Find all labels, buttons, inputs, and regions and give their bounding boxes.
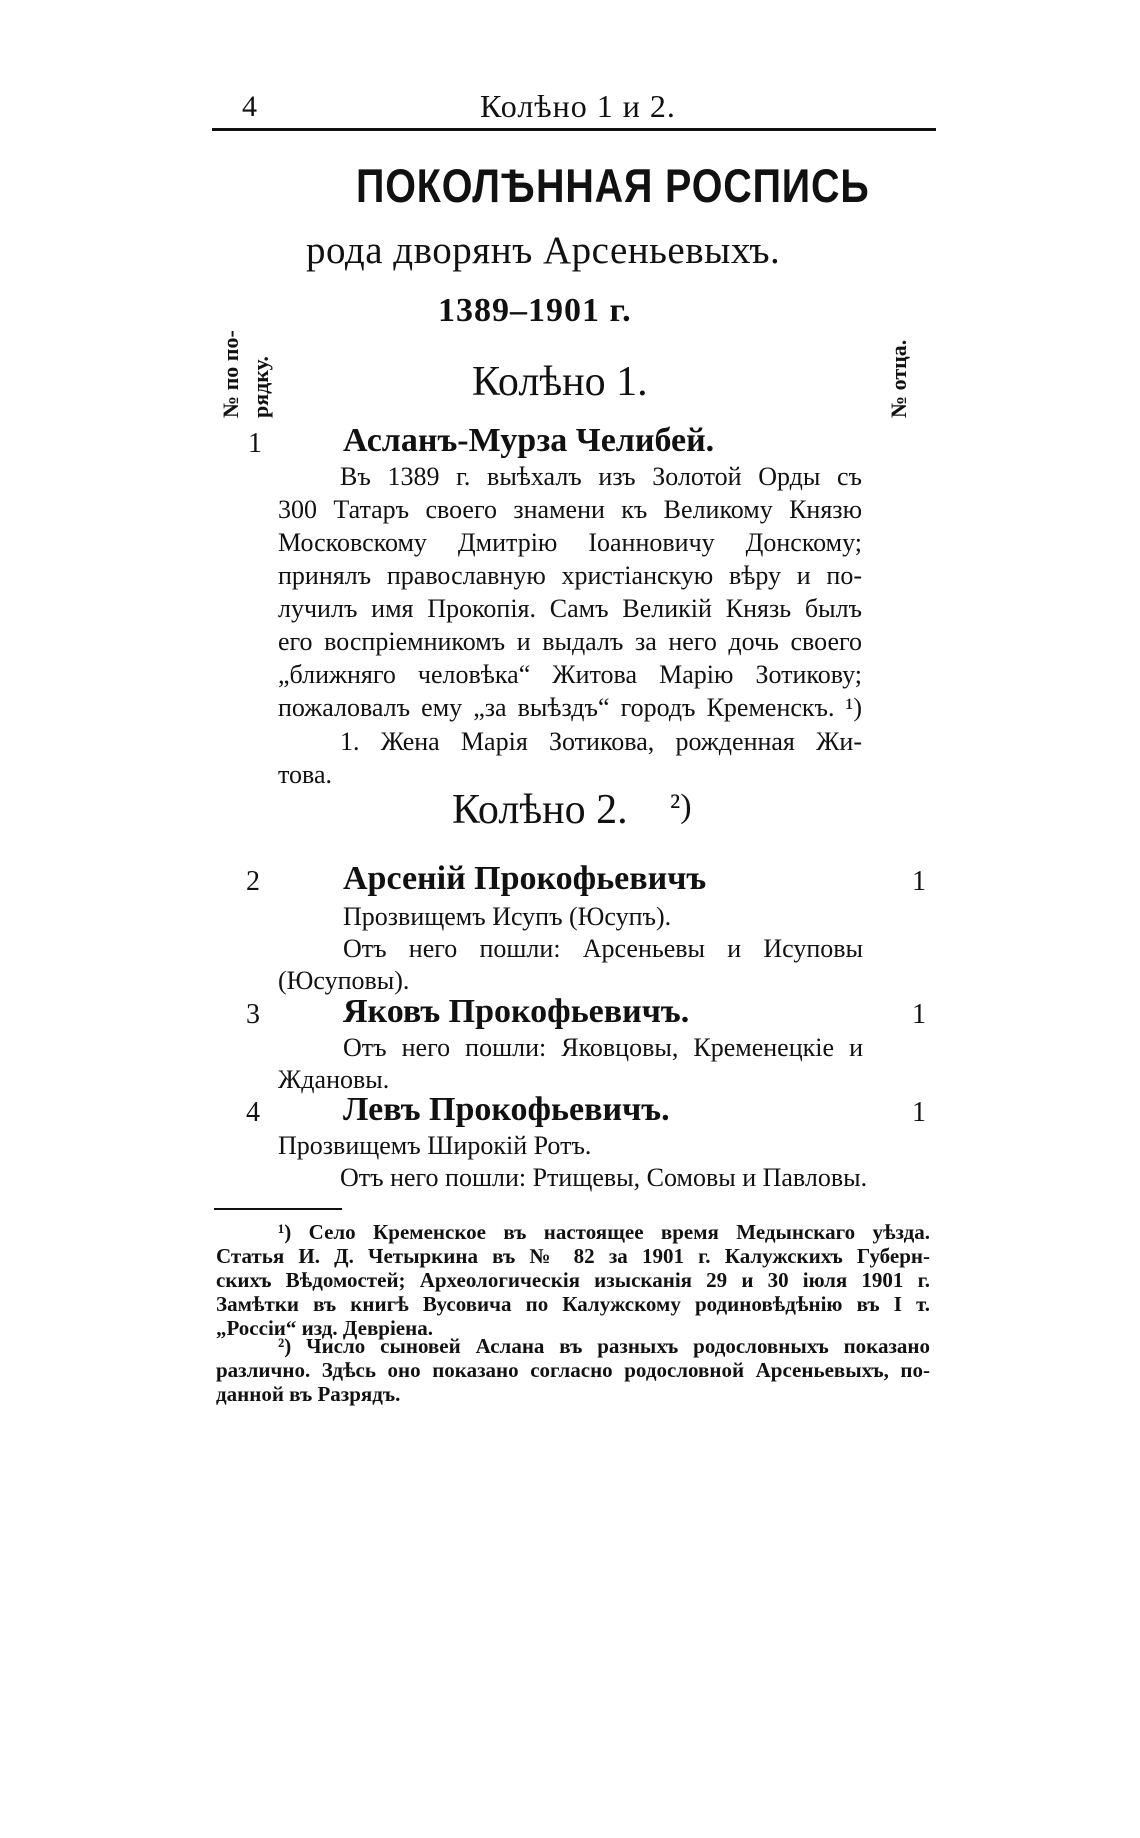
- text-line: Отъ него пошли: Ртищевы, Сомовы и Павловы.: [340, 1163, 868, 1192]
- page-number: 4: [242, 90, 257, 123]
- text-line: Отъ него пошли: Арсеньевы и Исуповы: [343, 934, 863, 963]
- text-line: „ближняго человѣка“ Житова Марію Зотикову;: [278, 660, 862, 689]
- footnote-line: Замѣтки въ книгѣ Вусовича по Калужскому родиновѣдѣнію въ I т.: [216, 1292, 930, 1316]
- generation-2-heading: Колѣно 2.: [452, 787, 628, 833]
- order-number-label-line1: № по по-: [218, 330, 243, 418]
- footnote-separator: [214, 1208, 342, 1210]
- text-line: Ждановы.: [278, 1065, 390, 1094]
- footnote-line: различно. Здѣсь оно показано согласно родословной Арсеньевыхъ, по-: [216, 1358, 930, 1382]
- page-subtitle: рода дворянъ Арсеньевыхъ.: [306, 229, 781, 272]
- footnote-line: ²) Число сыновей Аслана въ разныхъ родословныхъ показано: [278, 1334, 930, 1358]
- entry-number: 4: [246, 1097, 260, 1128]
- running-title: Колѣно 1 и 2.: [480, 88, 676, 124]
- entry-number: 3: [246, 999, 260, 1030]
- father-number: 1: [912, 1097, 926, 1128]
- text-line: Отъ него пошли: Яковцовы, Кременецкіе и: [343, 1033, 863, 1062]
- order-number-label-line2: рядку.: [248, 356, 273, 418]
- text-line: Московскому Дмитрію Іоанновичу Донскому;: [278, 528, 862, 557]
- text-line: Прозвищемъ Широкій Ротъ.: [278, 1131, 592, 1160]
- text-line: Прозвищемъ Исупъ (Юсупъ).: [343, 902, 672, 931]
- entry-name: Яковъ Прокофьевичъ.: [343, 993, 690, 1030]
- text-line: (Юсуповы).: [278, 966, 410, 995]
- father-number: 1: [912, 866, 926, 897]
- year-range: 1389–1901 г.: [438, 292, 632, 329]
- generation-1-heading: Колѣно 1.: [472, 359, 648, 405]
- page-title: ПОКОЛѢННАЯ РОСПИСЬ: [356, 159, 870, 212]
- text-line: принялъ православную христіанскую вѣру и по-: [278, 561, 862, 590]
- wife-line: това.: [278, 760, 332, 789]
- footnote-line: Статья И. Д. Четыркина въ № 82 за 1901 г. Калужскихъ Губерн-: [216, 1244, 930, 1268]
- entry-name: Левъ Прокофьевичъ.: [343, 1091, 670, 1128]
- footnote-line: данной въ Разрядъ.: [216, 1382, 401, 1406]
- footnote-line: скихъ Вѣдомостей; Археологическія изысканія 29 и 30 іюля 1901 г.: [216, 1268, 930, 1292]
- text-line: пожаловалъ ему „за выѣздъ“ городъ Кременскъ. ¹): [278, 693, 862, 722]
- footnote-line: ¹) Село Кременское въ настоящее время Медынскаго уѣзда.: [278, 1220, 930, 1244]
- footnote-line: „Россіи“ изд. Девріена.: [216, 1316, 433, 1340]
- entry-number: 1: [248, 428, 262, 459]
- header-rule: [212, 128, 936, 131]
- footnote-2-marker: ²): [670, 788, 692, 825]
- text-line: 300 Татаръ своего знамени къ Великому Князю: [278, 495, 862, 524]
- father-number: 1: [912, 999, 926, 1030]
- entry-name: Арсеній Прокофьевичъ: [343, 860, 707, 897]
- wife-line: 1. Жена Марія Зотикова, рожденная Жи-: [340, 727, 862, 756]
- text-line: лучилъ имя Прокопія. Самъ Великій Князь былъ: [278, 594, 862, 623]
- entry-name: Асланъ-Мурза Челибей.: [343, 422, 715, 459]
- text-line: его воспріемникомъ и выдалъ за него дочь своего: [278, 627, 862, 656]
- entry-number: 2: [246, 866, 260, 897]
- text-line: Въ 1389 г. выѣхалъ изъ Золотой Орды съ: [340, 462, 862, 491]
- father-number-label: № отца.: [886, 339, 911, 418]
- order-number-label: [216, 330, 276, 418]
